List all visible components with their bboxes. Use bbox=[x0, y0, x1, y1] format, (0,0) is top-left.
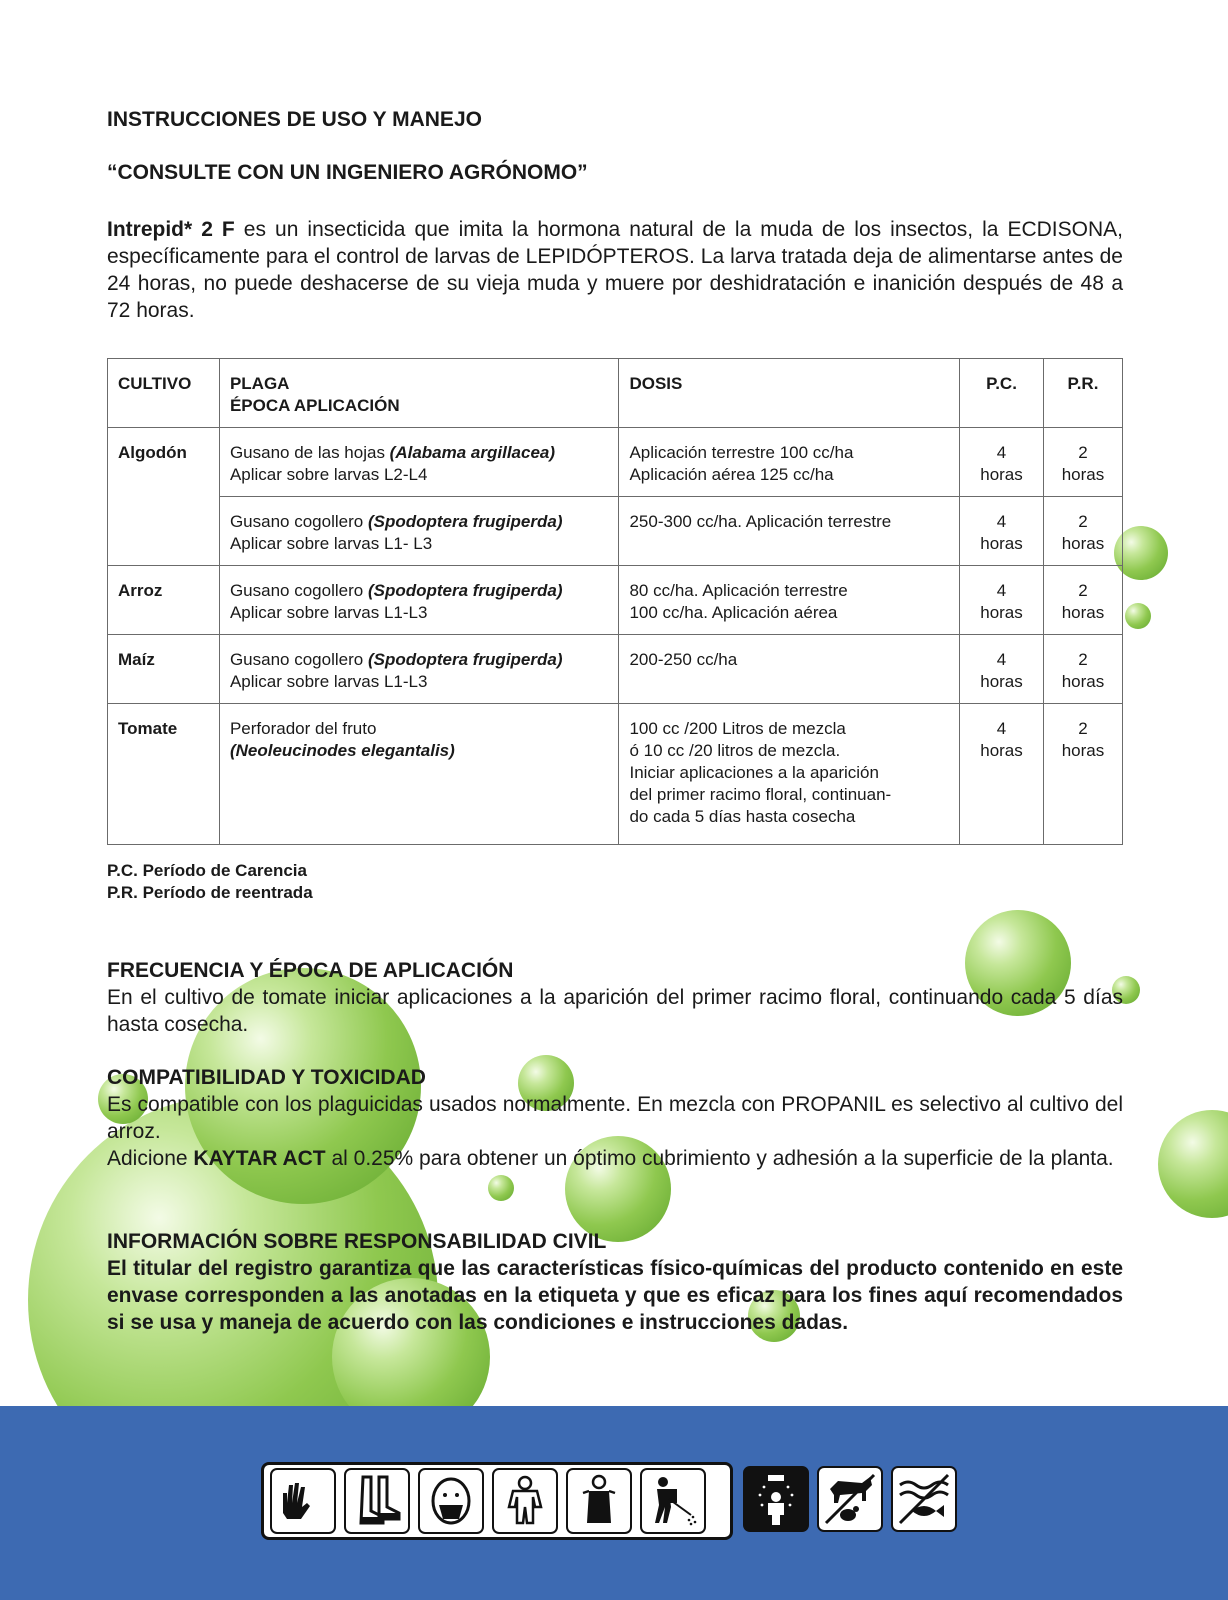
bubble-right-edge bbox=[1158, 1110, 1228, 1218]
no-animals-icon bbox=[817, 1466, 883, 1532]
dose-cell: Aplicación terrestre 100 cc/ha Aplicación aérea 125 cc/ha bbox=[619, 428, 960, 497]
table-row bbox=[108, 566, 1123, 635]
compatibilidad-text: Es compatible con los plaguicidas usados normalmente. En mezcla con PROPANIL es selectivo al cultivo del arroz. bbox=[107, 1093, 1123, 1143]
no-water-contamination-icon bbox=[891, 1466, 957, 1532]
dosage-table bbox=[107, 358, 1123, 845]
responsabilidad-text: El titular del registro garantiza que las características físico-químicas del producto contenido en este envase corresponden a las anotadas en la etiqueta y que es eficaz para los fines aquí recomendados si se usa y maneja de acuerdo con las condiciones e instrucciones dadas. bbox=[107, 1257, 1123, 1334]
pest-cell: Gusano cogollero (Spodoptera frugiperda) Aplicar sobre larvas L1- L3 bbox=[219, 497, 619, 566]
kaytar-paragraph: Adicione KAYTAR ACT al 0.25% para obtener un óptimo cubrimiento y adhesión a la superficie de la planta. bbox=[107, 1147, 1114, 1170]
header-cultivo: CULTIVO bbox=[108, 359, 220, 428]
pc-cell: 4 horas bbox=[960, 566, 1044, 635]
sprayer-operator-icon bbox=[640, 1468, 706, 1534]
legend-pc: P.C. Período de Carencia bbox=[107, 861, 307, 880]
responsabilidad-title: INFORMACIÓN SOBRE RESPONSABILIDAD CIVIL bbox=[107, 1230, 607, 1253]
pest-cell: Perforador del fruto (Neoleucinodes elegantalis) bbox=[219, 704, 619, 845]
bubble-table-right-small bbox=[1125, 603, 1151, 629]
dose-cell: 200-250 cc/ha bbox=[619, 635, 960, 704]
ppe-pictogram-panel bbox=[261, 1462, 733, 1540]
table-row bbox=[108, 497, 1123, 566]
pest-cell: Gusano de las hojas (Alabama argillacea) Aplicar sobre larvas L2-L4 bbox=[219, 428, 619, 497]
boots-icon bbox=[344, 1468, 410, 1534]
header-dosis: DOSIS bbox=[619, 359, 960, 428]
pc-cell: 4 horas bbox=[960, 497, 1044, 566]
crop-cell: Tomate bbox=[108, 704, 220, 845]
gloves-icon bbox=[270, 1468, 336, 1534]
intro-paragraph bbox=[107, 216, 1123, 324]
environment-pictogram-panel bbox=[743, 1466, 957, 1532]
crop-cell: Maíz bbox=[108, 635, 220, 704]
bubble-tiny-center bbox=[488, 1175, 514, 1201]
header-plaga: PLAGA ÉPOCA APLICACIÓN bbox=[219, 359, 619, 428]
crop-cell: Algodón bbox=[108, 428, 220, 566]
overalls-icon bbox=[492, 1468, 558, 1534]
pest-cell: Gusano cogollero (Spodoptera frugiperda) Aplicar sobre larvas L1-L3 bbox=[219, 566, 619, 635]
dose-cell: 80 cc/ha. Aplicación terrestre 100 cc/ha. Aplicación aérea bbox=[619, 566, 960, 635]
product-name: Intrepid* 2 F bbox=[107, 218, 235, 241]
pc-cell: 4 horas bbox=[960, 704, 1044, 845]
dose-cell: 250-300 cc/ha. Aplicación terrestre bbox=[619, 497, 960, 566]
crop-cell: Arroz bbox=[108, 566, 220, 635]
pr-cell: 2 horas bbox=[1043, 497, 1122, 566]
header-pr: P.R. bbox=[1043, 359, 1122, 428]
kaytar-name: KAYTAR ACT bbox=[193, 1147, 326, 1170]
apron-icon bbox=[566, 1468, 632, 1534]
table-row bbox=[108, 704, 1123, 845]
table-row bbox=[108, 428, 1123, 497]
table-row bbox=[108, 635, 1123, 704]
frecuencia-title: FRECUENCIA Y ÉPOCA DE APLICACIÓN bbox=[107, 959, 514, 982]
pc-cell: 4 horas bbox=[960, 635, 1044, 704]
table-legend bbox=[107, 860, 313, 904]
pr-cell: 2 horas bbox=[1043, 428, 1122, 497]
pest-cell: Gusano cogollero (Spodoptera frugiperda) Aplicar sobre larvas L1-L3 bbox=[219, 635, 619, 704]
pr-cell: 2 horas bbox=[1043, 704, 1122, 845]
consult-notice: “CONSULTE CON UN INGENIERO AGRÓNOMO” bbox=[107, 161, 588, 184]
frecuencia-text: En el cultivo de tomate iniciar aplicaciones a la aparición del primer racimo floral, continuando cada 5 días hasta cosecha. bbox=[107, 986, 1123, 1036]
pc-cell: 4 horas bbox=[960, 428, 1044, 497]
page-heading: INSTRUCCIONES DE USO Y MANEJO bbox=[107, 108, 482, 131]
face-mask-icon bbox=[418, 1468, 484, 1534]
compatibilidad-title: COMPATIBILIDAD Y TOXICIDAD bbox=[107, 1066, 426, 1089]
header-pc: P.C. bbox=[960, 359, 1044, 428]
shower-icon bbox=[743, 1466, 809, 1532]
intro-text: es un insecticida que imita la hormona natural de la muda de los insectos, la ECDISONA, específicamente para el control de larvas de LEPIDÓPTEROS. La larva tratada deja de alimentarse antes de 24 horas, no puede deshacerse de su vieja muda y muere por deshidratación e inanición después de 48 a 72 horas. bbox=[107, 218, 1123, 322]
pr-cell: 2 horas bbox=[1043, 635, 1122, 704]
pr-cell: 2 horas bbox=[1043, 566, 1122, 635]
dose-cell: 100 cc /200 Litros de mezcla ó 10 cc /20 litros de mezcla. Iniciar aplicaciones a la aparición del primer racimo floral, continuan- do cada 5 días hasta cosecha bbox=[619, 704, 960, 845]
legend-pr: P.R. Período de reentrada bbox=[107, 883, 313, 902]
table-header-row bbox=[108, 359, 1123, 428]
